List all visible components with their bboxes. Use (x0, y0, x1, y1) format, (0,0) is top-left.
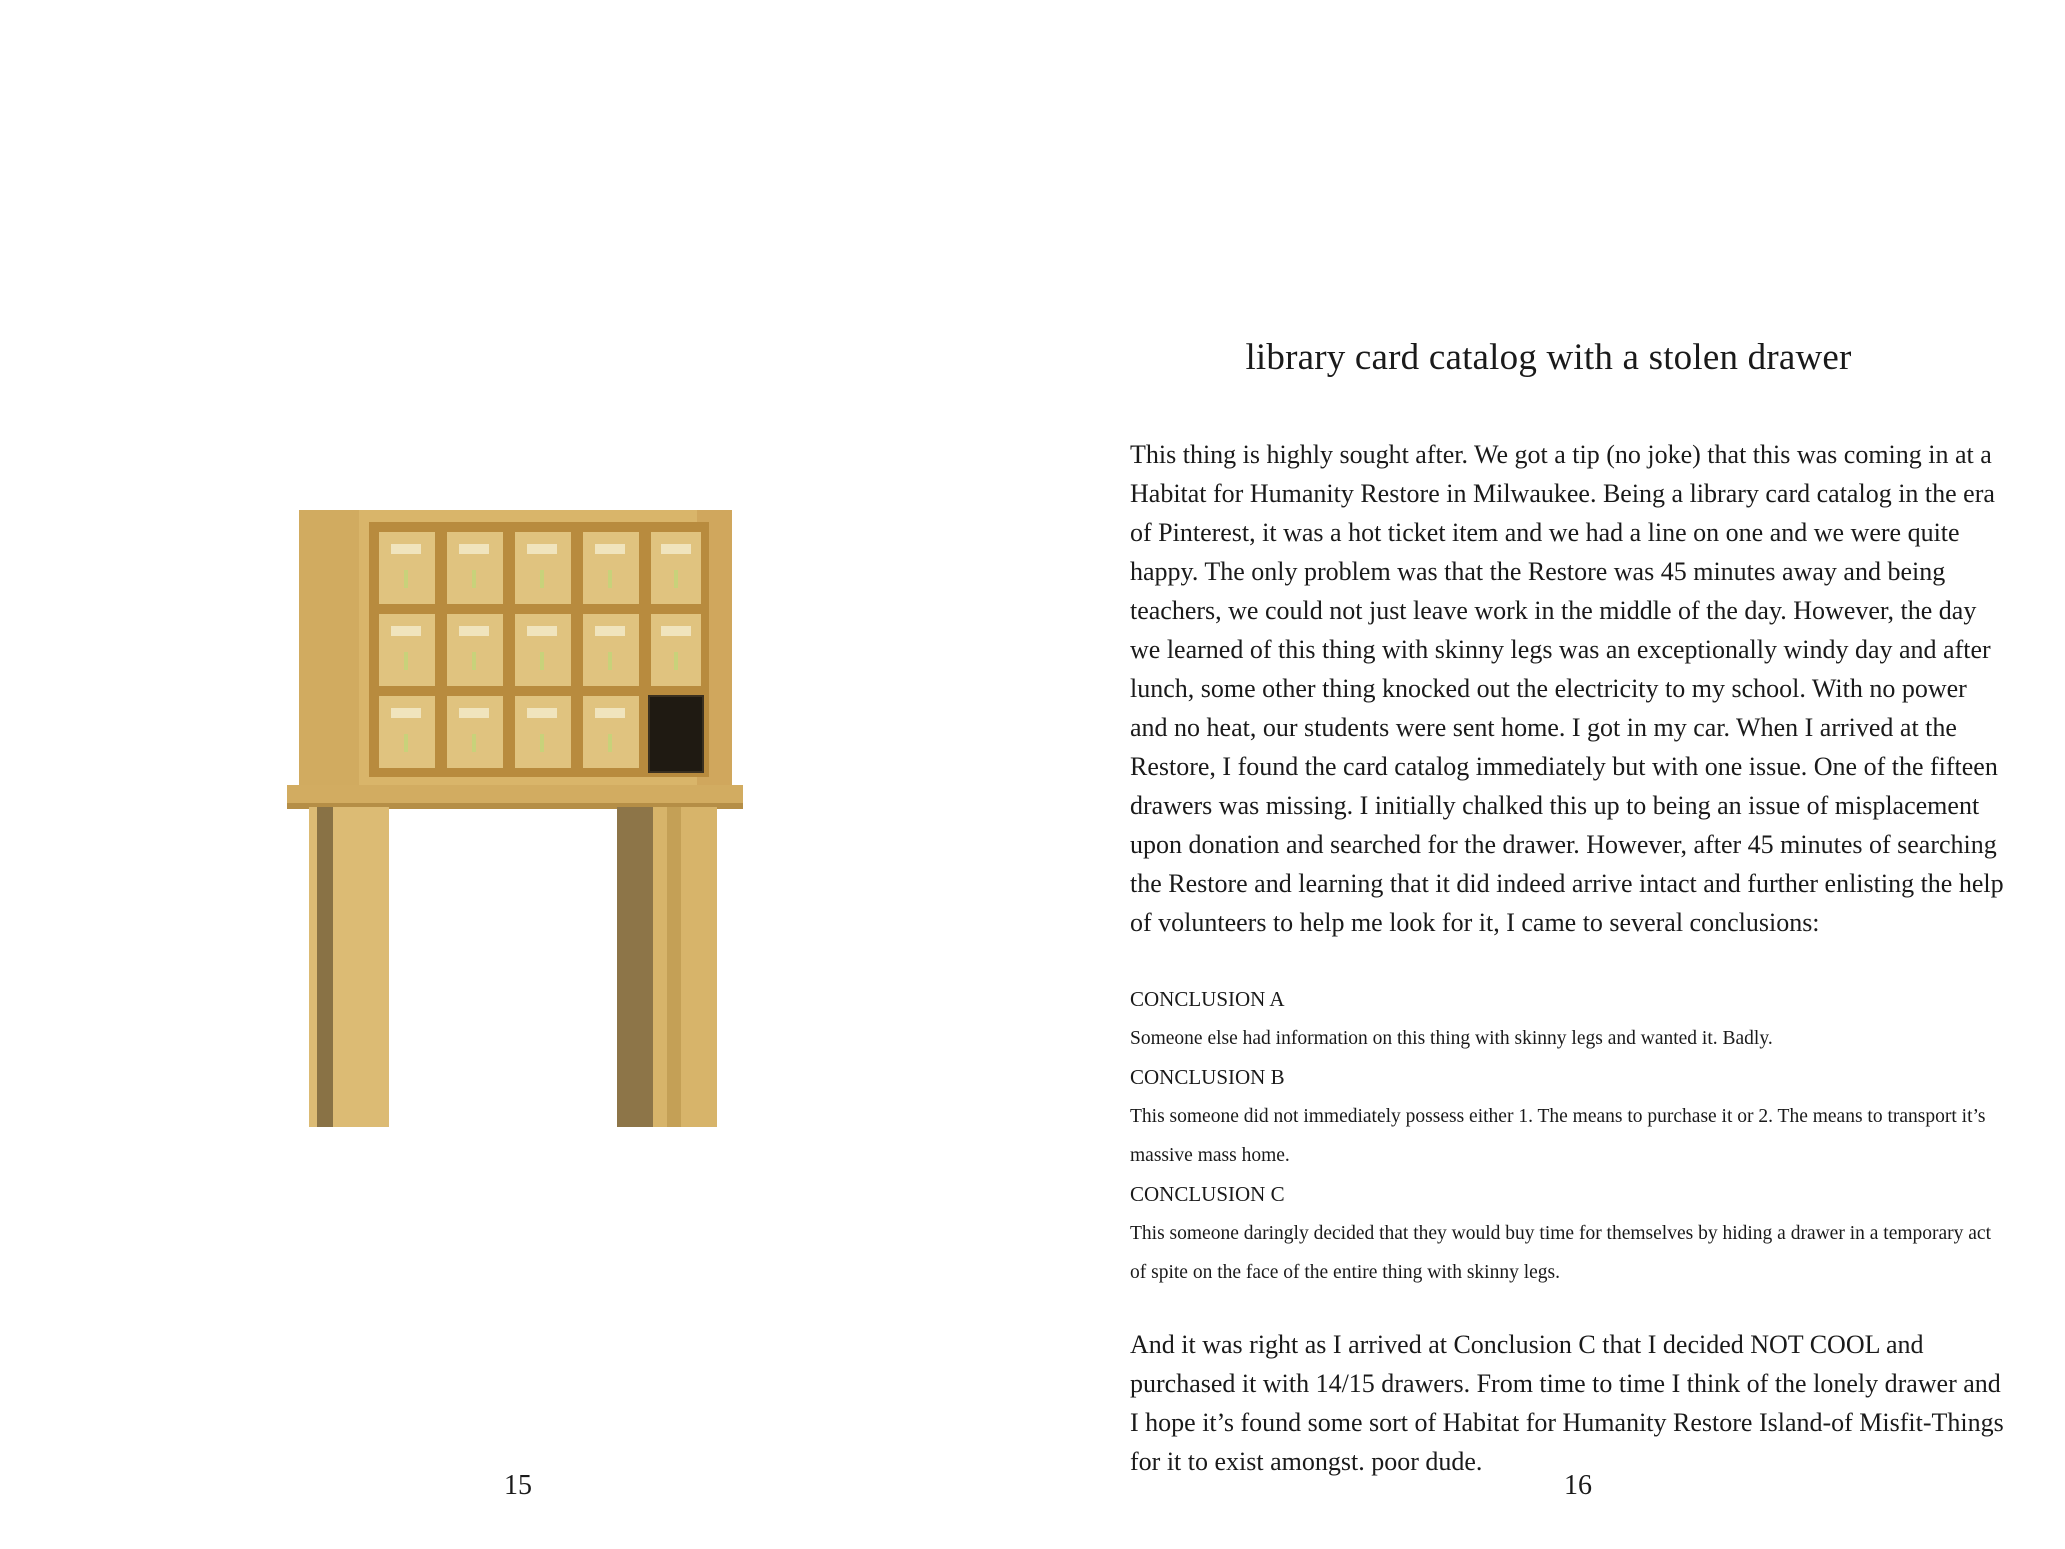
conclusion-b-heading: CONCLUSION B (1130, 1065, 1285, 1089)
conclusion-b-text: This someone did not immediately possess either 1. The means to purchase it or 2. The means to transport it’s massive mass home. (1130, 1106, 1986, 1166)
missing-drawer (649, 696, 703, 772)
right-page (1032, 0, 2065, 1549)
conclusion-c-heading: CONCLUSION C (1130, 1182, 1285, 1206)
conclusions-list (1130, 980, 2010, 1292)
conclusion-a-text: Someone else had information on this thing with skinny legs and wanted it. Badly. (1130, 1028, 1773, 1049)
conclusion-c-text: This someone daringly decided that they would buy time for themselves by hiding a drawer in a temporary act of spite on the face of the entire thing with skinny legs. (1130, 1223, 1992, 1283)
page-number: 16 (1564, 1470, 1592, 1501)
left-page (0, 0, 1032, 1549)
conclusion-a-heading: CONCLUSION A (1130, 987, 1285, 1011)
drawer-grid (379, 532, 703, 772)
card-catalog-illustration (287, 510, 743, 1140)
page-number: 15 (504, 1470, 532, 1501)
chapter-title: library card catalog with a stolen drawer (1245, 337, 1852, 378)
paragraph-2: And it was right as I arrived at Conclusion C that I decided NOT COOL and purchased it with 14/15 drawers. From time to time I think of the lonely drawer and I hope it’s found some sort of Habitat for Humanity Restore Island-of Misfit-Things for it to exist amongst. poor dude. (1130, 1330, 2004, 1476)
paragraph-1: This thing is highly sought after. We got a tip (no joke) that this was coming in at a Habitat for Humanity Restore in Milwaukee. Being a library card catalog in the era of Pinterest, it was a hot ticket item and we had a line on one and we were quite happy. The only problem was that the Restore was 45 minutes away and being teachers, we could not just leave work in the middle of the day. However, the day we learned of this thing with skinny legs was an exceptionally windy day and after lunch, some other thing knocked out the electricity to my school. With no power and no heat, our students were sent home. I got in my car. When I arrived at the Restore, I found the card catalog immediately but with one issue. One of the fifteen drawers was missing. I initially chalked this up to being an issue of misplacement upon donation and searched for the drawer. However, after 45 minutes of searching the Restore and learning that it did indeed arrive intact and further enlisting the help of volunteers to help me look for it, I came to several conclusions: (1130, 440, 2004, 937)
